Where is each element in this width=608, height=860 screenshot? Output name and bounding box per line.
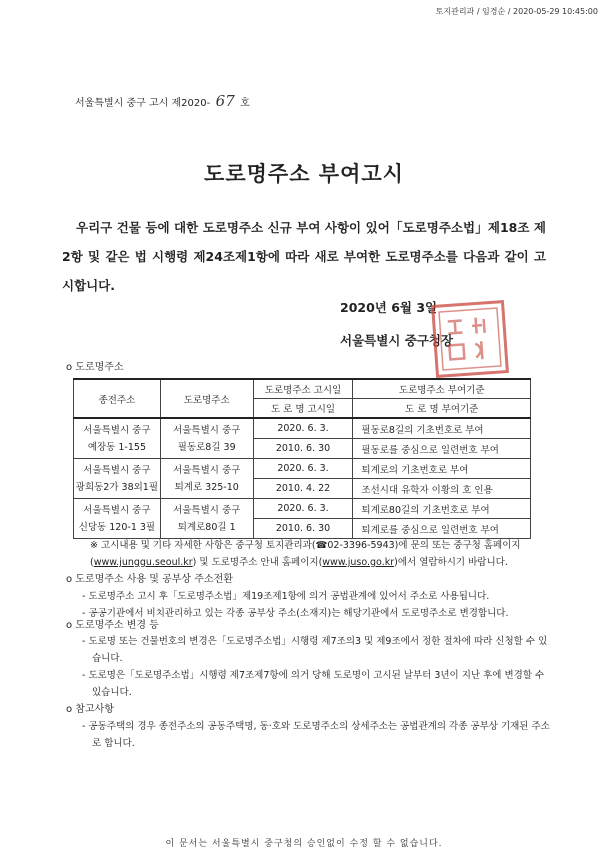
notice-date-cell: 2020. 6. 3. <box>253 459 353 479</box>
header-basis: 도로명주소 부여기준 <box>353 379 531 399</box>
notice-number-suffix: 호 <box>240 98 250 109</box>
road-notice-date-cell: 2010. 4. 22 <box>253 479 353 499</box>
section-road-address: o 도로명주소 <box>66 362 124 373</box>
section-usage-title: o 도로명주소 사용 및 공부상 주소전환 <box>66 574 233 585</box>
table-row <box>74 499 531 519</box>
notice-date-cell: 2020. 6. 3. <box>253 499 353 519</box>
header-prev-address: 종전주소 <box>74 379 161 418</box>
table-row <box>74 418 531 439</box>
juso-homepage-link[interactable]: www.juso.go.kr <box>322 557 395 568</box>
document-meta: 토지관리과 / 임경순 / 2020-05-29 10:45:00 <box>435 7 598 16</box>
note-marker: ※ <box>90 540 98 551</box>
road-basis-cell: 조선시대 유학자 이황의 호 인용 <box>353 479 531 499</box>
prev-address-cell: 서울특별시 중구 신당동 120-1 3필 <box>74 499 161 539</box>
list-item: - 공공기관에서 비치관리하고 있는 각종 공부상 주소(소재지)는 해당기관에서 도로명주소로 변경합니다. <box>82 608 509 619</box>
issuing-office: 서울특별시 중구청장 <box>340 333 454 348</box>
header-basis-sub: 도 로 명 부여기준 <box>353 399 531 419</box>
junggu-homepage-link[interactable]: www.junggu.seoul.kr <box>93 557 193 568</box>
road-address-cell: 서울특별시 중구 필동로8길 39 <box>160 418 253 459</box>
road-basis-cell: 필동로를 중심으로 일련번호 부여 <box>353 439 531 459</box>
header-notice-date: 도로명주소 고시일 <box>253 379 353 399</box>
notice-body <box>62 213 546 300</box>
table-row <box>74 459 531 479</box>
road-notice-date-cell: 2010. 6. 30 <box>253 519 353 539</box>
page-title: 도로명주소 부여고시 <box>204 162 404 186</box>
notice-date: 2020년 6월 3일 <box>340 300 438 315</box>
prev-address-cell: 서울특별시 중구 광희동2가 38외1필 <box>74 459 161 499</box>
header-road-address: 도로명주소 <box>160 379 253 418</box>
list-item: - 도로명 또는 건물번호의 변경은「도로명주소법」시행령 제7조의3 및 제9조에서 정한 절차에 따라 신청할 수 있습니다. <box>82 636 548 664</box>
handwritten-number: 67 <box>215 92 235 110</box>
road-address-table <box>73 378 531 539</box>
section-reference-title: o 참고사항 <box>66 704 114 715</box>
notice-number-prefix: 서울특별시 중구 고시 제2020- <box>75 98 211 109</box>
road-address-cell: 서울특별시 중구 퇴계로 325-10 <box>160 459 253 499</box>
road-notice-date-cell: 2010. 6. 30 <box>253 439 353 459</box>
inquiry-note: ※ 고시내용 및 기타 자세한 사항은 중구청 토지관리과(☎02-3396-5943)에 문의 또는 중구청 홈페이지(www.junggu.seoul.kr) 및 도로명주소 안내 홈페이지(www.juso.go.kr)에서 열람하시기 바랍니다. <box>90 540 521 568</box>
list-item: - 도로명은「도로명주소법」시행령 제7조제7항에 의거 당해 도로명이 고시된 날부터 3년이 지난 후에 변경할 수 있습니다. <box>82 670 545 698</box>
list-item: - 공동주택의 경우 종전주소의 공동주택명, 동·호와 도로명주소의 상세주소는 공법관계의 각종 공부상 기재된 주소로 합니다. <box>82 721 550 749</box>
road-basis-cell: 퇴계로를 중심으로 일련번호 부여 <box>353 519 531 539</box>
section-change-list <box>80 633 550 701</box>
basis-cell: 퇴계로80길의 기초번호로 부여 <box>353 499 531 519</box>
basis-cell: 필동로8길의 기초번호로 부여 <box>353 418 531 439</box>
footer-notice: 이 문서는 서울특별시 중구청의 승인없이 수정 할 수 없습니다. <box>165 839 443 849</box>
notice-body-text: 우리구 건물 등에 대한 도로명주소 신규 부여 사항이 있어「도로명주소법」제18조 제2항 및 같은 법 시행령 제24조제1항에 따라 새로 부여한 도로명주소를 다음과 같이 고시합니다. <box>62 220 546 293</box>
road-address-cell: 서울특별시 중구 퇴계로80길 1 <box>160 499 253 539</box>
section-reference-list <box>80 718 550 752</box>
list-item: - 도로명주소 고시 후「도로명주소법」제19조제1항에 의거 공법관계에 있어서 주소로 사용됩니다. <box>82 591 490 602</box>
official-seal-icon <box>425 294 515 384</box>
prev-address-cell: 서울특별시 중구 예장동 1-155 <box>74 418 161 459</box>
section-change-title: o 도로명주소 변경 등 <box>66 620 159 631</box>
notice-number <box>75 92 250 110</box>
basis-cell: 퇴계로의 기초번호로 부여 <box>353 459 531 479</box>
header-notice-date-sub: 도 로 명 고시일 <box>253 399 353 419</box>
notice-date-cell: 2020. 6. 3. <box>253 418 353 439</box>
